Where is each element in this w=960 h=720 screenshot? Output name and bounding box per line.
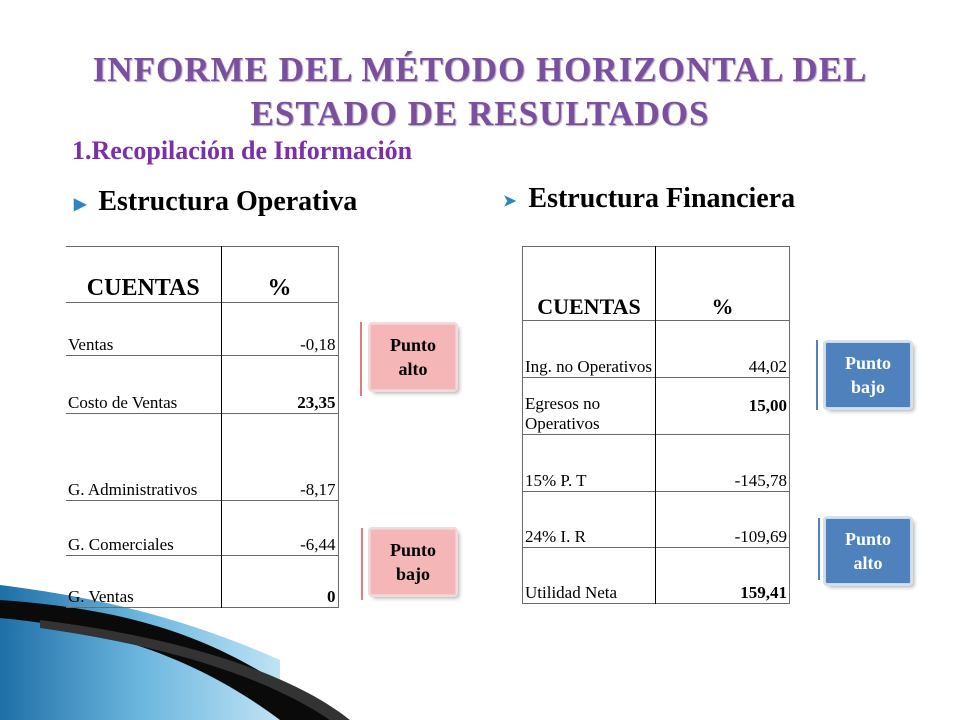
cell-percent: 15,00 (656, 378, 790, 435)
section-subtitle: 1.Recopilación de Información (72, 136, 413, 165)
callout-connector (361, 528, 363, 600)
title-line-2: ESTADO DE RESULTADOS (250, 94, 710, 133)
table-row (66, 501, 338, 556)
callout-connector (816, 340, 818, 410)
chevron-bullet-icon: ➤ (503, 192, 517, 210)
cell-percent: 23,35 (221, 356, 338, 414)
table-row (523, 321, 790, 378)
table-row (66, 303, 338, 356)
header-cuentas: CUENTAS (66, 247, 221, 303)
cell-account: Ventas (66, 303, 221, 356)
callout-punto-bajo-operativa (370, 529, 456, 595)
cell-account: Costo de Ventas (66, 356, 221, 414)
table-header-row (523, 247, 790, 321)
cell-percent: 0 (221, 556, 338, 608)
header-cuentas: CUENTAS (523, 247, 656, 321)
cell-percent: -109,69 (656, 492, 790, 548)
callout-connector (818, 518, 820, 580)
cell-account: Ing. no Operativos (523, 321, 656, 378)
table-row (523, 378, 790, 435)
header-percent: % (221, 247, 338, 303)
cell-account: G. Ventas (66, 556, 221, 608)
cell-account: Utilidad Neta (523, 548, 656, 604)
cell-percent: 44,02 (656, 321, 790, 378)
cell-account: Egresos no Operativos (523, 378, 656, 435)
financiera-table (522, 246, 790, 604)
cell-account: 15% P. T (523, 435, 656, 492)
header-percent: % (656, 247, 790, 321)
cell-percent: -145,78 (656, 435, 790, 492)
callout-label: Punto alto (389, 335, 436, 379)
callout-punto-alto-financiera (825, 518, 911, 584)
table-row (523, 435, 790, 492)
cell-percent: 159,41 (656, 548, 790, 604)
operativa-table (66, 246, 339, 608)
title-line-1: INFORME DEL MÉTODO HORIZONTAL DEL (92, 50, 868, 89)
table-row (523, 492, 790, 548)
arrow-bullet-icon: ▶ (74, 195, 87, 213)
callout-label: Punto bajo (844, 353, 891, 397)
callout-label: Punto bajo (389, 540, 436, 584)
cell-percent: -0,18 (221, 303, 338, 356)
heading-financiera (503, 183, 795, 215)
callout-punto-alto-operativa (370, 324, 456, 390)
heading-financiera-label: Estructura Financiera (528, 183, 796, 214)
table-row (523, 548, 790, 604)
cell-account: G. Comerciales (66, 501, 221, 556)
page-title (40, 48, 920, 136)
callout-connector (360, 322, 362, 396)
heading-operativa-label: Estructura Operativa (98, 186, 358, 217)
cell-account: G. Administrativos (66, 414, 221, 501)
table-row (66, 556, 338, 608)
table-row (66, 356, 338, 414)
callout-label: Punto alto (844, 529, 891, 573)
callout-punto-bajo-financiera (825, 342, 911, 408)
cell-percent: -8,17 (221, 414, 338, 501)
cell-percent: -6,44 (221, 501, 338, 556)
table-header-row (66, 247, 338, 303)
heading-operativa (74, 186, 357, 218)
cell-account: 24% I. R (523, 492, 656, 548)
table-row (66, 414, 338, 501)
